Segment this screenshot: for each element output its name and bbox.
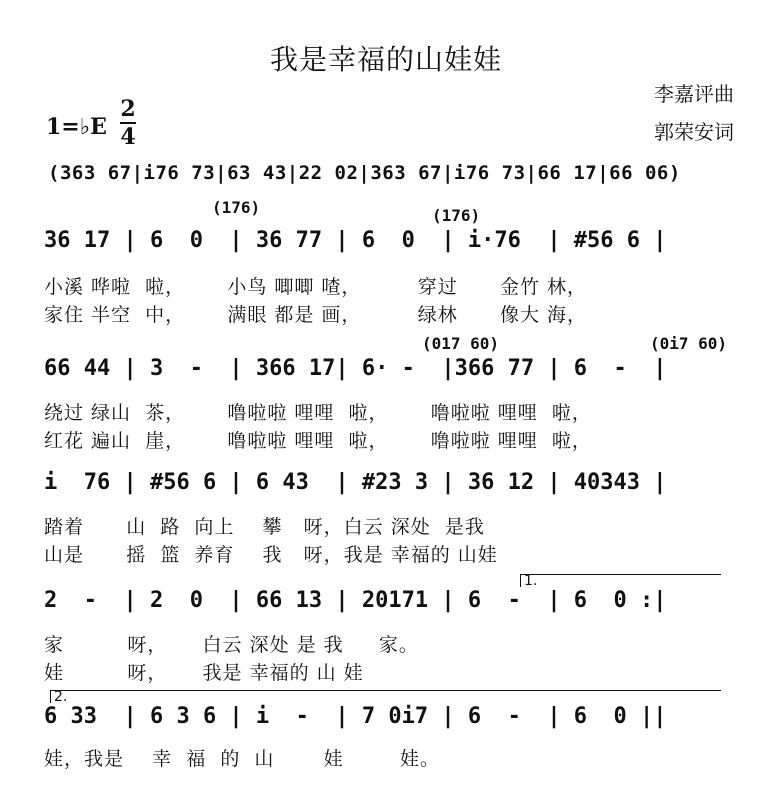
row-3-notes: i 76 | #56 6 | 6 43 | #23 3 | 36 12 | 40343 | — [44, 470, 667, 495]
row-4-notes: 2 - | 2 0 | 66 13 | 20171 | 6 - | 6 0 :| — [44, 588, 667, 613]
notation-row-2 — [44, 356, 734, 390]
row-2-notes: 66 44 | 3 - | 366 17| 6· - |366 77 | 6 - | — [44, 356, 667, 381]
intro-notes: (363 67|i76 73|63 43|22 02|363 67|i76 73|66 17|66 06) — [48, 162, 681, 184]
volta-second-ending — [50, 690, 721, 703]
row-5-notes: 6 33 | 6 3 6 | i - | 7 0i7 | 6 - | 6 0 || — [44, 704, 667, 729]
volta-1-label: 1. — [524, 573, 538, 589]
lyric-row-4-verse-1: 家 呀， 白云 深处 是 我 家。 — [44, 634, 419, 656]
intro-row — [48, 162, 738, 196]
lyric-row-1-verse-1: 小溪 哗啦 啦， 小鸟 唧唧 喳， 穿过 金竹 林， — [44, 276, 588, 298]
lyric-row-3-verse-2: 山是 摇 篮 养育 我 呀，我是 幸福的 山娃 — [44, 544, 498, 566]
volta-2-label: 2. — [54, 689, 68, 705]
lyric-row-1-verse-2: 家住 半空 中， 满眼 都是 画， 绿林 像大 海， — [44, 304, 588, 326]
grace-note-3: (017 60) — [422, 334, 500, 353]
volta-first-ending — [520, 574, 721, 587]
lyric-row-2-verse-1: 绕过 绿山 茶， 噜啦啦 哩哩 啦， 噜啦啦 哩哩 啦， — [44, 402, 592, 424]
composer-credit: 李嘉评曲 — [654, 82, 734, 106]
lyric-row-4-verse-2: 娃 呀， 我是 幸福的 山 娃 — [44, 662, 364, 684]
time-bottom: 4 — [120, 124, 136, 150]
notation-row-5 — [44, 704, 734, 738]
lyric-row-2-verse-2: 红花 遍山 崖， 噜啦啦 哩哩 啦， 噜啦啦 哩哩 啦， — [44, 430, 592, 452]
lyric-row-5: 娃，我是 幸 福 的 山 娃 娃。 — [44, 748, 440, 770]
notation-row-4 — [44, 588, 734, 622]
time-signature — [118, 96, 138, 150]
notation-row-1 — [44, 228, 734, 262]
lyric-row-3-verse-1: 踏着 山 路 向上 攀 呀，白云 深处 是我 — [44, 516, 485, 538]
grace-note-2: (176) — [432, 206, 481, 225]
time-top: 2 — [120, 96, 136, 122]
lyricist-credit: 郭荣安词 — [654, 120, 734, 144]
grace-note-4: (0i7 60) — [650, 334, 728, 353]
row-1-notes: 36 17 | 6 0 | 36 77 | 6 0 | i·76 | #56 6 | — [44, 228, 667, 253]
grace-note-1: (176) — [212, 198, 261, 217]
notation-row-3 — [44, 470, 734, 504]
key-signature: 1=♭E — [46, 114, 107, 140]
song-title: 我是幸福的山娃娃 — [269, 43, 502, 76]
